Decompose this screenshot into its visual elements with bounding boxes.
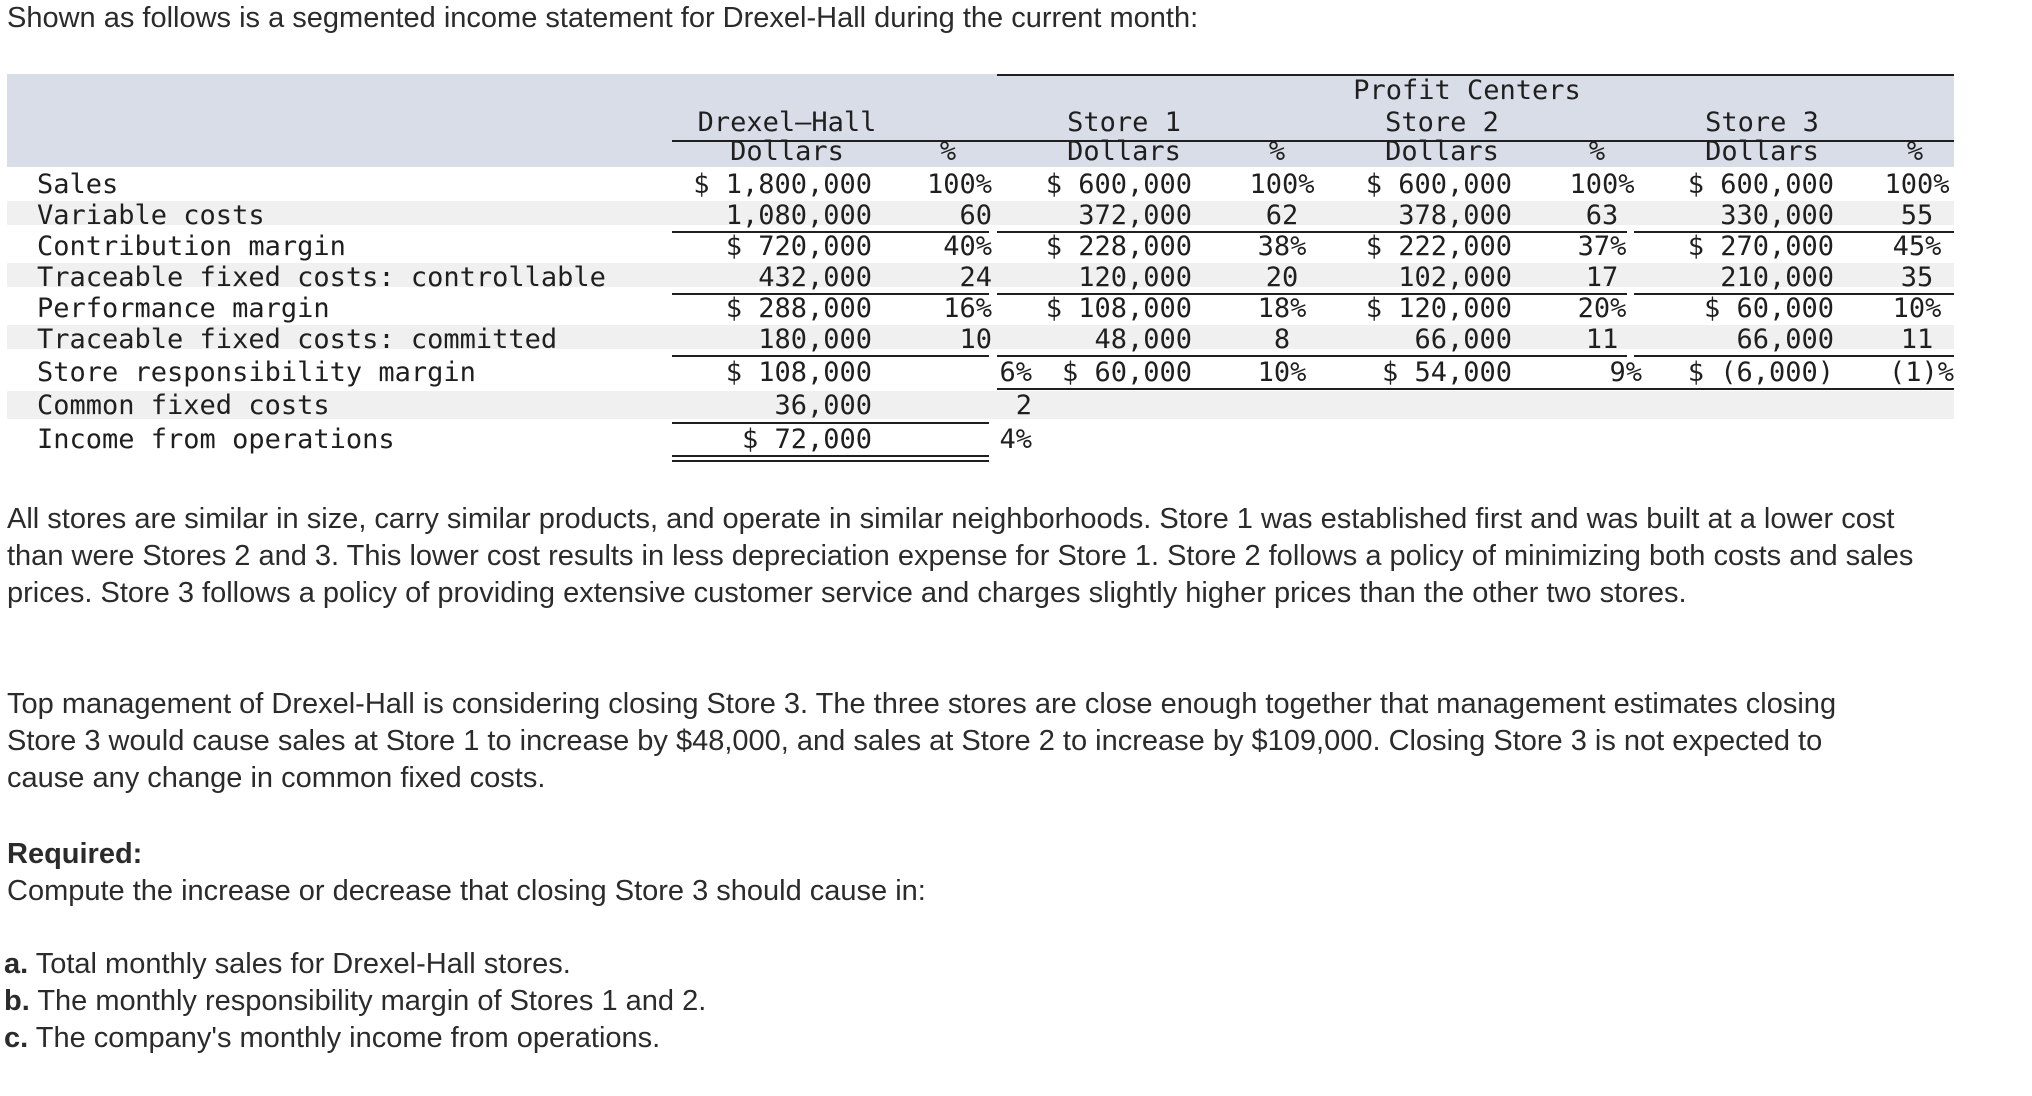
row-label: Store responsibility margin: [37, 357, 476, 388]
required-item-c: [4, 1020, 706, 1057]
dollars-value: 1,080,000: [725, 200, 872, 231]
percent-value: 10: [959, 324, 992, 355]
item-letter: a.: [4, 948, 29, 980]
dollars-column-header: Dollars: [730, 136, 844, 167]
dollars-value: $ 1,800,000: [693, 169, 872, 200]
percent-value: 40%: [943, 231, 992, 262]
percent-value: 62: [1265, 200, 1299, 231]
percent-value: 11: [1900, 324, 1934, 355]
subtotal-rule: [672, 293, 989, 295]
subtotal-rule: [997, 355, 1312, 357]
subtotal-rule: [997, 293, 1312, 295]
percent-column-header: %: [939, 136, 957, 167]
percent-value: 45%: [1892, 231, 1942, 262]
percent-value: 100%: [1249, 169, 1315, 200]
percent-value: 10%: [1257, 357, 1307, 388]
item-letter: b.: [4, 985, 30, 1017]
dollars-value: $ 228,000: [1045, 231, 1192, 262]
row-label: Variable costs: [37, 200, 265, 231]
dollars-value: $ 720,000: [725, 231, 872, 262]
dollars-value: $ 222,000: [1365, 231, 1512, 262]
row-label: Income from operations: [37, 424, 395, 455]
dollars-value: $ 270,000: [1687, 231, 1834, 262]
subtotal-rule: [1312, 355, 1627, 357]
row-label: Contribution margin: [37, 231, 346, 262]
percent-value: 9%: [1609, 357, 1642, 388]
subtotal-rule: [1312, 231, 1627, 233]
subtotal-rule: [997, 231, 1312, 233]
percent-value: 55: [1900, 200, 1934, 231]
responsibility-margin-rule: [997, 388, 1954, 390]
item-letter: c.: [4, 1022, 29, 1054]
dollars-value: $ 60,000: [1061, 357, 1192, 388]
dollars-column-header: Dollars: [1705, 136, 1819, 167]
subtotal-rule: [1634, 293, 1954, 295]
entity-header: Store 1: [1067, 107, 1181, 138]
subtotal-rule: [1312, 293, 1627, 295]
percent-value: 11: [1585, 324, 1619, 355]
percent-column-header: %: [1906, 136, 1924, 167]
dollars-value: $ 600,000: [1045, 169, 1192, 200]
dollars-value: $ 600,000: [1687, 169, 1834, 200]
entity-header: Store 3: [1705, 107, 1819, 138]
required-heading: Required:: [7, 838, 143, 870]
percent-value: 10%: [1892, 293, 1942, 324]
dollars-value: 432,000: [758, 262, 872, 293]
percent-value: 100%: [1569, 169, 1635, 200]
dollars-value: 66,000: [1414, 324, 1512, 355]
percent-value: 4%: [999, 424, 1032, 455]
dollars-value: 48,000: [1094, 324, 1192, 355]
percent-value: 17: [1585, 262, 1619, 293]
dollars-value: $ (6,000): [1687, 357, 1834, 388]
dollars-value: $ 600,000: [1365, 169, 1512, 200]
percent-value: 60: [959, 200, 992, 231]
percent-value: 8: [1273, 324, 1291, 355]
percent-value: 37%: [1577, 231, 1627, 262]
profit-centers-header: Profit Centers: [1353, 75, 1581, 106]
dollars-value: $ 288,000: [725, 293, 872, 324]
percent-value: 20%: [1577, 293, 1627, 324]
percent-value: 24: [959, 262, 992, 293]
entity-header: Drexel–Hall: [697, 107, 877, 138]
total-double-rule: [672, 455, 989, 457]
dollars-value: $ 108,000: [725, 357, 872, 388]
dollars-value: $ 108,000: [1045, 293, 1192, 324]
dollars-value: $ 72,000: [741, 424, 872, 455]
dollars-column-header: Dollars: [1385, 136, 1499, 167]
row-label: Performance margin: [37, 293, 330, 324]
percent-value: 35: [1900, 262, 1934, 293]
dollars-value: 102,000: [1398, 262, 1512, 293]
percent-value: 16%: [943, 293, 992, 324]
subtotal-rule: [1634, 231, 1954, 233]
dollars-value: 120,000: [1078, 262, 1192, 293]
percent-value: 2: [1015, 390, 1032, 421]
required-instruction: Compute the increase or decrease that closing Store 3 should cause in:: [7, 875, 926, 907]
dollars-value: 210,000: [1720, 262, 1834, 293]
dollars-value: 378,000: [1398, 200, 1512, 231]
subtotal-rule: [672, 422, 989, 424]
percent-value: 18%: [1257, 293, 1307, 324]
percent-value: (1)%: [1888, 357, 1954, 388]
percent-value: 63: [1585, 200, 1619, 231]
row-label: Common fixed costs: [37, 390, 330, 421]
item-text: Total monthly sales for Drexel-Hall stores.: [35, 948, 571, 980]
row-label: Traceable fixed costs: committed: [37, 324, 558, 355]
subtotal-rule: [672, 231, 989, 233]
required-item-a: [4, 946, 706, 983]
row-label: Sales: [37, 169, 119, 200]
required-item-b: [4, 983, 706, 1020]
paragraph-store-description: All stores are similar in size, carry similar products, and operate in similar neighborhoods. Store 1 was established first and was built at a lower cost than were Stores 2 and 3. This lower cost results in less depreciation expense for Store 1. Store 2 follows a policy of minimizing both costs and sales prices. Store 3 follows a policy of providing extensive customer service and charges slightly higher prices than the other two stores.: [7, 503, 1914, 609]
dollars-value: 372,000: [1078, 200, 1192, 231]
paragraph-closing-scenario: Top management of Drexel-Hall is considering closing Store 3. The three stores are close enough together that management estimates closing Store 3 would cause sales at Store 1 to increase by $48,000, and sales at Store 2 to increase by $109,000. Closing Store 3 is not expected to cause any change in common fixed costs.: [7, 688, 1837, 794]
dollars-value: 66,000: [1736, 324, 1834, 355]
dollars-value: $ 60,000: [1703, 293, 1834, 324]
required-list: [4, 946, 706, 1057]
total-double-rule: [672, 460, 989, 462]
percent-value: 38%: [1257, 231, 1307, 262]
entity-header: Store 2: [1385, 107, 1499, 138]
subtotal-rule: [672, 355, 989, 357]
dollars-value: $ 120,000: [1365, 293, 1512, 324]
dollars-value: 180,000: [758, 324, 872, 355]
segmented-income-statement: [7, 74, 1954, 464]
item-text: The company's monthly income from operations.: [35, 1022, 661, 1054]
intro-text: Shown as follows is a segmented income statement for Drexel-Hall during the current month:: [7, 2, 1199, 34]
percent-value: 20: [1265, 262, 1299, 293]
dollars-value: $ 54,000: [1381, 357, 1512, 388]
dollars-column-header: Dollars: [1067, 136, 1181, 167]
dollars-value: 36,000: [774, 390, 872, 421]
dollars-value: 330,000: [1720, 200, 1834, 231]
percent-value: 100%: [1884, 169, 1950, 200]
percent-column-header: %: [1268, 136, 1286, 167]
percent-column-header: %: [1588, 136, 1606, 167]
subtotal-rule: [1634, 355, 1954, 357]
percent-value: 100%: [926, 169, 992, 200]
item-text: The monthly responsibility margin of Stores 1 and 2.: [37, 985, 707, 1017]
percent-value: 6%: [999, 357, 1032, 388]
row-label: Traceable fixed costs: controllable: [37, 262, 606, 293]
